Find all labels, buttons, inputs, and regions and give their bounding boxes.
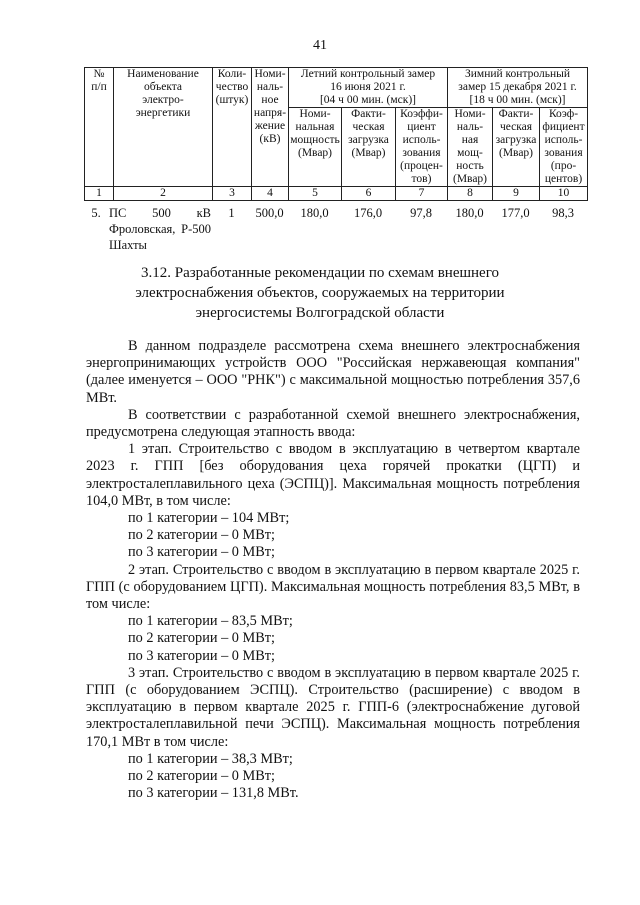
row-summer-actual: 176,0	[353, 206, 383, 220]
paragraph-intro: В данном подразделе рассмотрена схема внешнего электроснабжения энергопринимающих устройств ООО "Российская нержавеющая компания" (далее именуется – ООО "РНК") с максимальной мощностью потребления 357,6 МВт.	[86, 338, 580, 406]
col-header-qty: Коли- чество (штук)	[213, 68, 252, 187]
row-object-name: ПС 500 кВ Фроловская, Р-500 Шахты	[109, 206, 211, 252]
column-numbers-row	[85, 187, 588, 201]
header-table	[84, 67, 588, 201]
section-heading	[0, 263, 640, 323]
row-summer-nominal: 180,0	[300, 206, 329, 220]
paragraph-stages-intro: В соответствии с разработанной схемой внешнего электроснабжения, предусмотрена следующая этапность ввода:	[86, 406, 580, 441]
list-item: по 1 категории – 83,5 МВт;	[128, 613, 293, 630]
paragraph-stage-1: 1 этап. Строительство с вводом в эксплуатацию в четвертом квартале 2023 г. ГПП [без оборудования цеха горячей прокатки (ЦГП) и электросталеплавильного цеха (ЭСПЦ)]. Максимальная мощность потребления 104,0 МВт, в том числе:	[86, 441, 580, 509]
col-header-summer-nominal: Номи- нальная мощность (Мвар)	[289, 108, 342, 187]
column-number: 1	[85, 187, 114, 201]
row-winter-coef: 98,3	[552, 206, 574, 220]
column-number: 4	[252, 187, 289, 201]
column-number: 3	[213, 187, 252, 201]
list-item: по 3 категории – 131,8 МВт.	[128, 785, 299, 802]
column-number: 9	[493, 187, 540, 201]
page-number: 41	[313, 38, 327, 53]
column-number: 7	[396, 187, 448, 201]
row-qty: 1	[228, 206, 235, 220]
list-item: по 2 категории – 0 МВт;	[128, 630, 275, 647]
body-text	[86, 338, 580, 802]
list-item: по 3 категории – 0 МВт;	[128, 647, 275, 664]
column-number: 8	[448, 187, 493, 201]
row-voltage: 500,0	[255, 206, 284, 220]
col-header-voltage: Номи- наль- ное напря- жение (кВ)	[252, 68, 289, 187]
section-heading-line: электроснабжения объектов, сооружаемых на территории	[135, 285, 505, 301]
row-summer-coef: 97,8	[410, 206, 432, 220]
col-header-winter-actual: Факти- ческая загрузка (Мвар)	[493, 108, 540, 187]
row-winter-nominal: 180,0	[455, 206, 484, 220]
row-winter-actual: 177,0	[501, 206, 530, 220]
column-number: 6	[342, 187, 396, 201]
list-item: по 2 категории – 0 МВт;	[128, 527, 275, 544]
list-item: по 1 категории – 38,3 МВт;	[128, 750, 293, 767]
paragraph-stage-2: 2 этап. Строительство с вводом в эксплуатацию в первом квартале 2025 г. ГПП (с оборудованием ЦГП). Максимальная мощность потребления 83,5 МВт, в том числе:	[86, 561, 580, 613]
col-header-winter: Зимний контрольный замер 15 декабря 2021 г. [18 ч 00 мин. (мск)]	[448, 68, 588, 108]
col-header-summer-actual: Факти- ческая загрузка (Мвар)	[342, 108, 396, 187]
col-header-name: Наименование объекта электро- энергетики	[114, 68, 213, 187]
col-header-summer: Летний контрольный замер 16 июня 2021 г. [04 ч 00 мин. (мск)]	[289, 68, 448, 108]
col-header-summer-coef: Коэффи- циент исполь- зования (процен- тов)	[396, 108, 448, 187]
row-num: 5.	[91, 206, 101, 220]
column-number: 5	[289, 187, 342, 201]
column-number: 2	[114, 187, 213, 201]
list-item: по 1 категории – 104 МВт;	[128, 510, 290, 527]
table-row	[84, 205, 587, 253]
col-header-num: № п/п	[85, 68, 114, 187]
list-item: по 3 категории – 0 МВт;	[128, 544, 275, 561]
section-heading-line: энергосистемы Волгоградской области	[195, 305, 445, 321]
col-header-winter-coef: Коэф- фициент исполь- зования (про- центов)	[540, 108, 588, 187]
section-heading-line: 3.12. Разработанные рекомендации по схемам внешнего	[141, 265, 499, 281]
column-number: 10	[540, 187, 588, 201]
paragraph-stage-3: 3 этап. Строительство с вводом в эксплуатацию в первом квартале 2025 г. ГПП (с оборудованием ЭСПЦ). Строительство (расширение) с вводом в эксплуатацию в первом квартале 2025 г. ГПП-6 (электроснабжение дуговой электросталеплавильной печи ЭСПЦ). Максимальная мощность потребления 170,1 МВт в том числе:	[86, 664, 580, 750]
col-header-winter-nominal: Номи- наль- ная мощ- ность (Мвар)	[448, 108, 493, 187]
data-table	[84, 205, 587, 253]
list-item: по 2 категории – 0 МВт;	[128, 768, 275, 785]
